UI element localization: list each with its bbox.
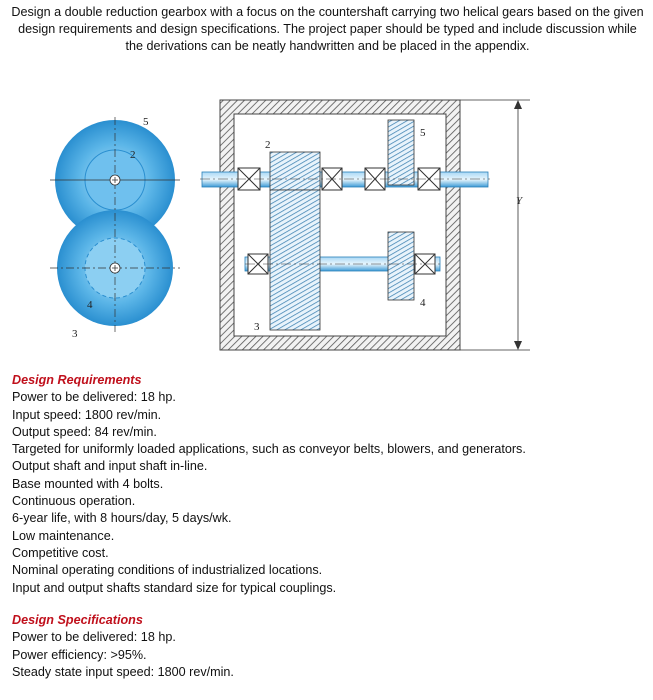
design-requirements [12, 372, 526, 597]
label-4-left: 4 [87, 299, 93, 311]
specifications-heading: Design Specifications [12, 613, 143, 627]
specification-item: Steady state input speed: 1800 rev/min. [12, 664, 234, 679]
gear-5-section [388, 120, 414, 185]
label-2-right: 2 [265, 139, 271, 151]
requirement-item: Output shaft and input shaft in-line. [12, 459, 208, 474]
requirement-item: Targeted for uniformly loaded applications, such as conveyor belts, blowers, and generators. [12, 442, 526, 457]
gear-3-section [270, 190, 320, 330]
design-specifications [12, 612, 234, 681]
requirement-item: 6-year life, with 8 hours/day, 5 days/wk. [12, 511, 232, 526]
specification-item: Power to be delivered: 18 hp. [12, 630, 176, 645]
label-y: Y [516, 195, 523, 207]
requirement-item: Input speed: 1800 rev/min. [12, 407, 162, 422]
end-view-gears [50, 116, 180, 340]
label-5-right: 5 [420, 127, 426, 139]
specification-item: Power efficiency: >95%. [12, 647, 147, 662]
intro-paragraph: Design a double reduction gearbox with a focus on the countershaft carrying two helical gears based on the given design requirements and design specifications. The project paper should be typed and include discussion while the derivations can be neatly handwritten and be placed in the appendix. [11, 5, 644, 53]
requirement-item: Competitive cost. [12, 545, 109, 560]
gear-2-section [270, 152, 320, 190]
requirement-item: Input and output shafts standard size for typical couplings. [12, 580, 337, 595]
requirement-item: Nominal operating conditions of industrialized locations. [12, 563, 323, 578]
requirement-item: Low maintenance. [12, 528, 115, 543]
gear-4-section [388, 232, 414, 300]
requirements-heading: Design Requirements [12, 373, 142, 387]
requirement-item: Power to be delivered: 18 hp. [12, 390, 176, 405]
label-4-right: 4 [420, 297, 426, 309]
requirement-item: Output speed: 84 rev/min. [12, 424, 157, 439]
requirement-item: Continuous operation. [12, 494, 136, 509]
gearbox-figure [40, 92, 550, 357]
requirement-item: Base mounted with 4 bolts. [12, 476, 164, 491]
label-5-left: 5 [143, 116, 149, 128]
label-3-left: 3 [72, 328, 78, 340]
label-2-left: 2 [130, 149, 136, 161]
dimension-y [460, 100, 530, 350]
label-3-right: 3 [254, 321, 260, 333]
